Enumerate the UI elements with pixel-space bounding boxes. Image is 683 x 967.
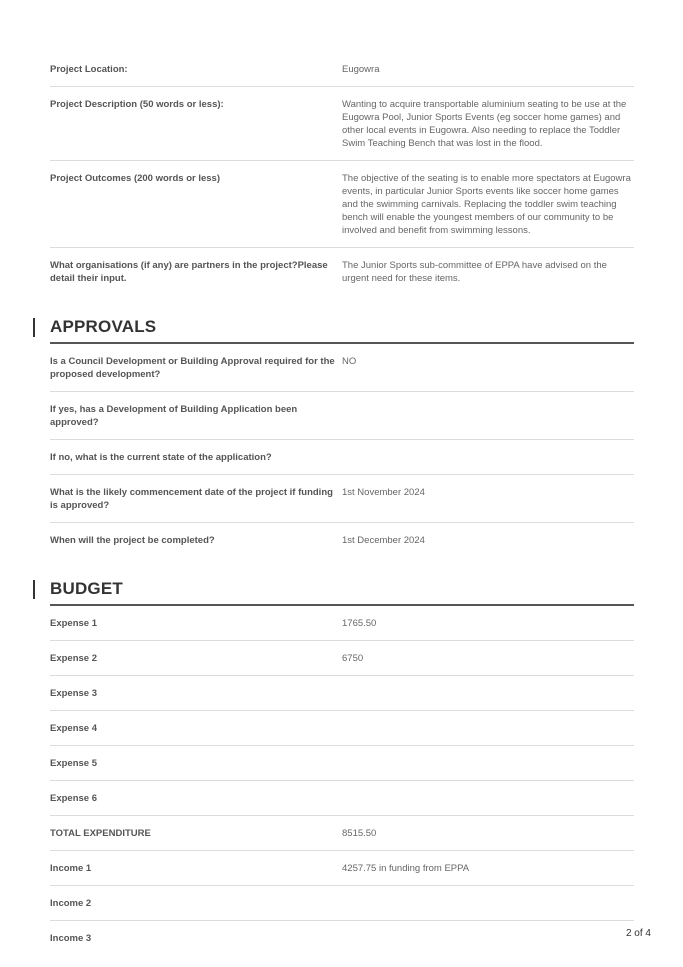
field-value bbox=[342, 687, 634, 700]
row-expense-6 bbox=[50, 781, 634, 816]
field-label: What is the likely commencement date of the project if funding is approved? bbox=[50, 487, 333, 511]
row-project-location bbox=[50, 52, 634, 87]
row-expense-5 bbox=[50, 746, 634, 781]
field-value bbox=[342, 932, 634, 945]
field-label: Expense 4 bbox=[50, 723, 97, 734]
field-label: Expense 3 bbox=[50, 688, 97, 699]
field-value: 6750 bbox=[342, 653, 364, 664]
row-expense-2 bbox=[50, 641, 634, 676]
field-label: TOTAL EXPENDITURE bbox=[50, 828, 151, 839]
row-commencement-date bbox=[50, 475, 634, 523]
field-label: Project Outcomes (200 words or less) bbox=[50, 173, 221, 184]
budget-heading bbox=[50, 579, 634, 606]
row-expense-1 bbox=[50, 606, 634, 641]
field-label: What organisations (if any) are partners in the project?Please detail their input. bbox=[50, 260, 328, 284]
field-label: Income 3 bbox=[50, 933, 92, 944]
field-label: Expense 6 bbox=[50, 793, 97, 804]
row-expense-4 bbox=[50, 711, 634, 746]
row-total-expenditure bbox=[50, 816, 634, 851]
field-label: Project Description (50 words or less): bbox=[50, 99, 224, 110]
field-label: Expense 5 bbox=[50, 758, 97, 769]
field-label: Is a Council Development or Building Approval required for the proposed development? bbox=[50, 356, 335, 380]
row-expense-3 bbox=[50, 676, 634, 711]
section-title: BUDGET bbox=[50, 579, 123, 598]
field-label: When will the project be completed? bbox=[50, 535, 215, 546]
field-value: 1st December 2024 bbox=[342, 535, 425, 546]
field-value: 4257.75 in funding from EPPA bbox=[342, 863, 470, 874]
field-value bbox=[342, 897, 634, 910]
field-label: If no, what is the current state of the application? bbox=[50, 452, 272, 463]
field-label: If yes, has a Development of Building Application been approved? bbox=[50, 404, 298, 428]
section-marker bbox=[33, 318, 35, 337]
row-completion-date bbox=[50, 523, 634, 557]
field-value: 1st November 2024 bbox=[342, 487, 425, 498]
budget-section bbox=[50, 606, 634, 955]
field-label: Expense 2 bbox=[50, 653, 97, 664]
field-value bbox=[342, 757, 634, 770]
section-title: APPROVALS bbox=[50, 317, 157, 336]
field-value bbox=[342, 792, 634, 805]
field-label: Income 2 bbox=[50, 898, 92, 909]
field-value: Eugowra bbox=[342, 64, 380, 75]
project-details bbox=[50, 52, 634, 295]
row-project-outcomes bbox=[50, 161, 634, 248]
row-project-partners bbox=[50, 248, 634, 295]
field-value: Wanting to acquire transportable aluminium seating to be use at the Eugowra Pool, Junior Sports Events (eg soccer home games) and other local events in Eugowra. Also needing to replace the Toddler Swim Teaching Bench that was lost in the flood. bbox=[342, 99, 627, 149]
row-application-state bbox=[50, 440, 634, 475]
form-page bbox=[50, 52, 634, 955]
row-approval-required bbox=[50, 344, 634, 392]
field-value: NO bbox=[342, 356, 357, 367]
approvals-section bbox=[50, 344, 634, 557]
row-project-description bbox=[50, 87, 634, 161]
row-income-3 bbox=[50, 921, 634, 955]
row-application-approved bbox=[50, 392, 634, 440]
page-number: 2 of 4 bbox=[625, 928, 651, 939]
field-value: The Junior Sports sub-committee of EPPA have advised on the urgent need for these items. bbox=[342, 260, 607, 284]
field-value bbox=[342, 403, 634, 429]
field-value: 8515.50 bbox=[342, 828, 377, 839]
field-value bbox=[342, 722, 634, 735]
field-label: Expense 1 bbox=[50, 618, 97, 629]
field-label: Project Location: bbox=[50, 64, 128, 75]
field-value bbox=[342, 451, 634, 464]
row-income-2 bbox=[50, 886, 634, 921]
approvals-heading bbox=[50, 317, 634, 344]
field-value: 1765.50 bbox=[342, 618, 377, 629]
row-income-1 bbox=[50, 851, 634, 886]
field-value: The objective of the seating is to enable more spectators at Eugowra events, in particular Junior Sports events like soccer home games and the swimming carnivals. Replacing the toddler swim teaching bench will enable the youngest members of our community to be involved and benefit from swimming lessons. bbox=[342, 173, 631, 236]
section-marker bbox=[33, 580, 35, 599]
field-label: Income 1 bbox=[50, 863, 92, 874]
